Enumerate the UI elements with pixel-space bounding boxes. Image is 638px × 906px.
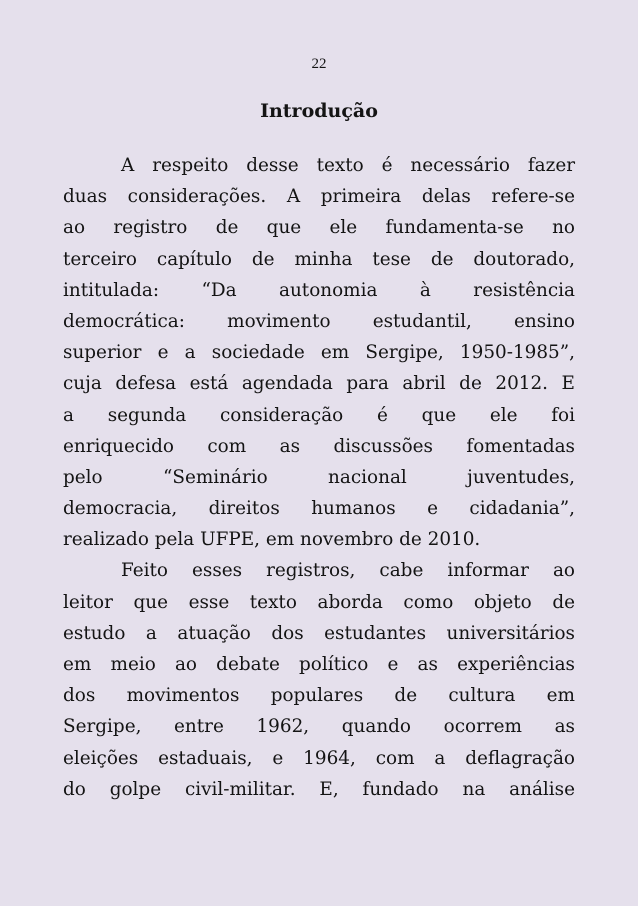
section-heading: Introdução [260, 100, 378, 122]
text-line: em meio ao debate político e as experiências [63, 654, 575, 675]
text-line: a segunda consideração é que ele foi [63, 404, 575, 426]
paragraph-1 [63, 150, 575, 555]
body-text [63, 150, 575, 805]
text-line: A respeito desse texto é necessário fazer [121, 155, 575, 176]
paragraph-2 [63, 555, 575, 805]
text-line: democrática: movimento estudantil, ensino [63, 310, 575, 332]
text-line: terceiro capítulo de minha tese de doutorado, [63, 248, 575, 270]
text-line: pelo “Seminário nacional juventudes, [63, 466, 575, 488]
text-line: Feito esses registros, cabe informar ao [121, 560, 575, 582]
text-line: eleições estaduais, e 1964, com a deflagração [63, 747, 575, 769]
text-line: estudo a atuação dos estudantes universitários [63, 622, 575, 644]
text-line: duas considerações. A primeira delas refere-se [63, 186, 575, 208]
text-line: intitulada: “Da autonomia à resistência [63, 279, 575, 301]
text-line: enriquecido com as discussões fomentadas [63, 435, 575, 457]
text-line: democracia, direitos humanos e cidadania”, [63, 498, 575, 520]
text-line: leitor que esse texto aborda como objeto de [63, 591, 575, 613]
text-line: do golpe civil-militar. E, fundado na análise [63, 778, 575, 800]
page-number: 22 [311, 56, 327, 72]
text-line: Sergipe, entre 1962, quando ocorrem as [63, 716, 575, 738]
text-line: realizado pela UFPE, em novembro de 2010. [63, 529, 481, 551]
text-line: ao registro de que ele fundamenta-se no [63, 217, 575, 239]
text-line: cuja defesa está agendada para abril de 2012. E [63, 373, 575, 395]
text-line: superior e a sociedade em Sergipe, 1950-1985”, [63, 342, 575, 364]
text-line: dos movimentos populares de cultura em [63, 685, 575, 707]
